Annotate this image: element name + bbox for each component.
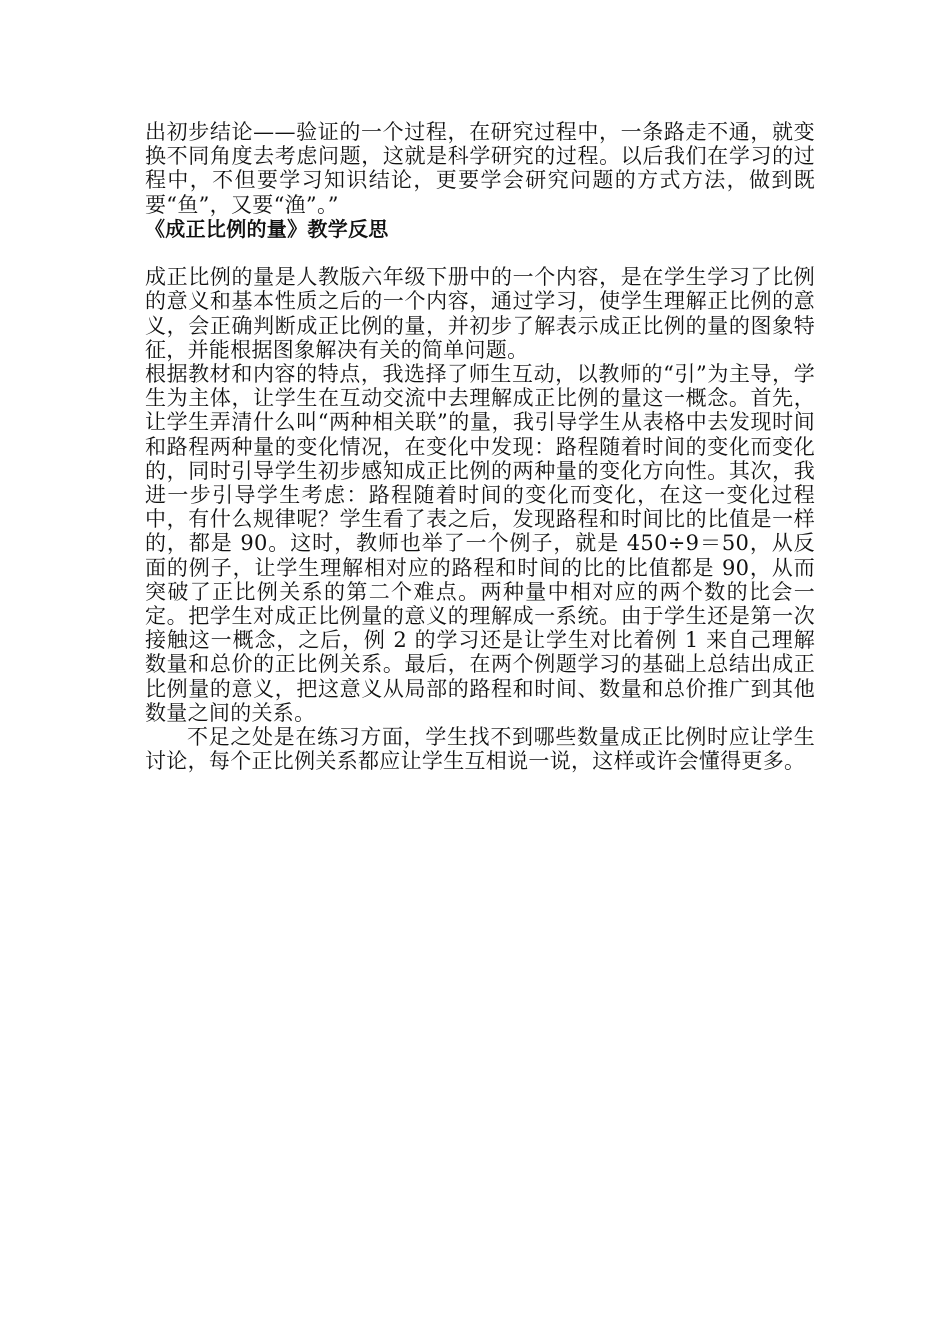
- document-title: 《成正比例的量》教学反思: [145, 216, 389, 241]
- intro-paragraph: 出初步结论——验证的一个过程，在研究过程中，一条路走不通，就变换不同角度去考虑问题，这就是科学研究的过程。以后我们在学习的过程中，不但要学习知识结论，更要学会研究问题的方式方法，做到既要“鱼”，又要“渔”。”: [145, 120, 815, 217]
- body-paragraph-3: 不足之处是在练习方面，学生找不到哪些数量成正比例时应让学生讨论，每个正比例关系都应让学生互相说一说，这样或许会懂得更多。: [145, 725, 815, 774]
- blank-line: [145, 241, 815, 265]
- body-paragraph-1: 成正比例的量是人教版六年级下册中的一个内容，是在学生学习了比例的意义和基本性质之后的一个内容，通过学习，使学生理解正比例的意义，会正确判断成正比例的量，并初步了解表示成正比例的量的图象特征，并能根据图象解决有关的简单问题。: [145, 265, 815, 362]
- document-page: [145, 120, 815, 773]
- body-paragraph-2: 根据教材和内容的特点，我选择了师生互动，以教师的“引”为主导，学生为主体，让学生在互动交流中去理解成正比例的量这一概念。首先，让学生弄清什么叫“两种相关联”的量，我引导学生从表格中去发现时间和路程两种量的变化情况，在变化中发现：路程随着时间的变化而变化的，同时引导学生初步感知成正比例的两种量的变化方向性。其次，我进一步引导学生考虑：路程随着时间的变化而变化，在这一变化过程中，有什么规律呢？学生看了表之后，发现路程和时间比的比值是一样的，都是 90。这时，教师也举了一个例子，就是 450÷9＝50，从反面的例子，让学生理解相对应的路程和时间的比的比值都是 90，从而突破了正比例关系的第二个难点。两种量中相对应的两个数的比会一定。把学生对成正比例量的意义的理解成一系统。由于学生还是第一次接触这一概念，之后，例 2 的学习还是让学生对比着例 1 来自己理解数量和总价的正比例关系。最后，在两个例题学习的基础上总结出成正比例量的意义，把这意义从局部的路程和时间、数量和总价推广到其他数量之间的关系。: [145, 362, 815, 725]
